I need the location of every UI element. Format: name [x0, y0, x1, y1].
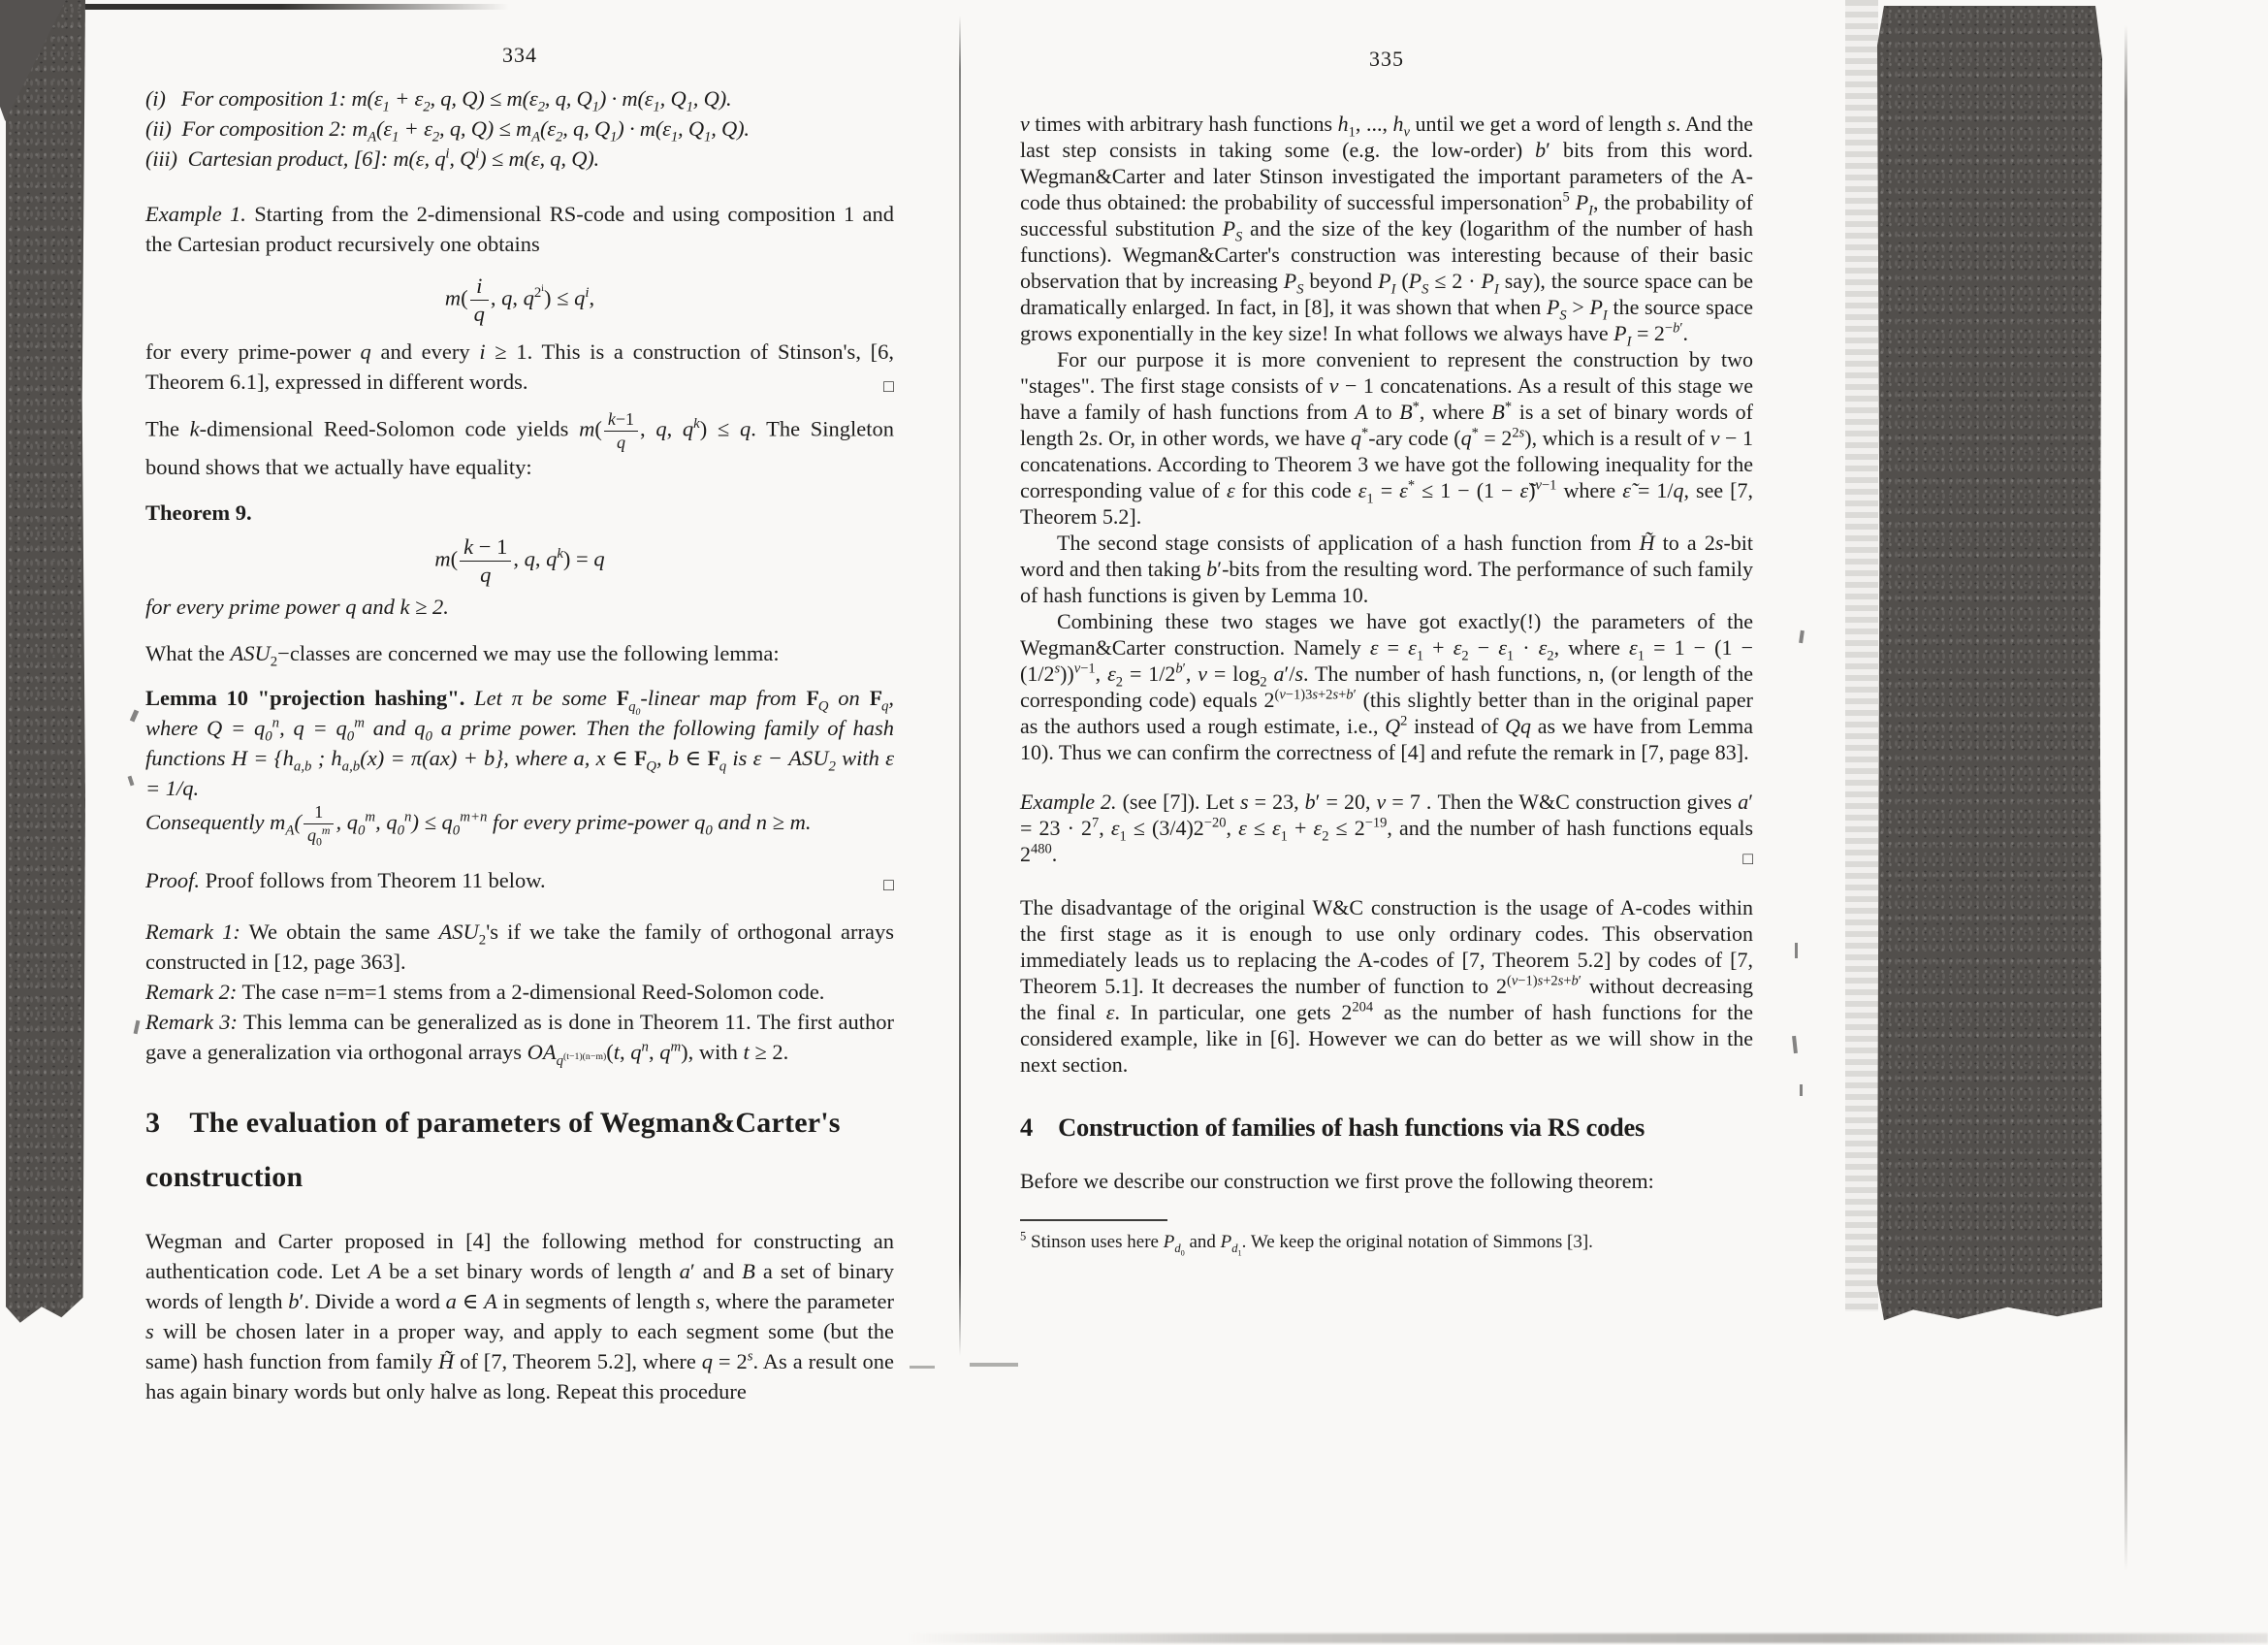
paragraph: Combining these two stages we have got exactly(!) the parameters of the Wegman&Carter construction. Namely $\varepsilon = \varepsilon_1 + \varepsilon_2 - \varepsilon_1 \cdot \varepsilon_2$, where $\varepsilon_1 = 1 - (1 - (1/2^s))^{\nu-1}$, $\varepsilon_2 = 1/2^{b'}$, $\nu = \log_2 a'/s$. The number of hash functions, n, (or length of the corresponding code) equals $2^{(\nu-1)3s+2s+b'}$ (this slightly better than in the original paper as the authors used a rough estimate, i.e., $Q^2$ instead of Qq as we have from Lemma 10). Thus we can confirm the correctness of [4] and refute the remark in [7, page 83].	[1020, 609, 1754, 764]
page-gutter-line	[959, 16, 961, 1356]
theorem-heading: Theorem 9.	[145, 500, 252, 526]
footnote-rule	[1020, 1219, 1167, 1221]
scan-right-edge-band	[1877, 6, 2102, 1323]
paragraph: for every prime-power q and every i ≥ 1. This is a construction of Stinson's, [6, Theorem 6.1], expressed in different words. □	[145, 339, 895, 397]
theorem-condition: for every prime power q and k ≥ 2.	[145, 595, 449, 620]
scan-right-streak-strip	[1845, 0, 1878, 1311]
example-2-paragraph: Example 2. (see [7]). Let s = 23, b′ = 20, ν = 7 . Then the W&C construction gives $a' = 23 \cdot 2^7$, $\varepsilon_1 \le (3/4)2^{-20}$, $\varepsilon \le \varepsilon_1 + \varepsilon_2 \le 2^{-19}$, and the number of hash functions equals $2^{480}$. □	[1020, 790, 1754, 868]
scan-bottom-streak	[907, 1633, 2268, 1643]
display-formula: m( $\frac{i}{q}$ , q, $q^{2^i}) \le q^i$,	[444, 274, 595, 326]
paragraph: For our purpose it is more convenient to represent the construction by two "stages". The first stage consists of ν − 1 concatenations. As a result of this stage we have a family of hash functions from A to B*, where B* is a set of binary words of length 2s. Or, in other words, we have q*-ary code $(q^* = 2^{2s})$, which is a result of ν − 1 concatenations. According to Theorem 3 we have got the following inequality for the corresponding value of ε for this code $\varepsilon_1 = \varepsilon^* \le 1 - (1$ − ε̃)$^{\nu-1}$ where ε̃ = 1/q, see [7, Theorem 5.2].	[1020, 347, 1754, 529]
paragraph: Wegman and Carter proposed in [4] the following method for constructing an authentication code. Let A be a set binary words of length a′ and B a set of binary words of length b′. Divide a word a ∈ A in segments of length s, where the parameter s will be chosen later in a proper way, and apply to each segment some (but the same) hash function from family H̃ of [7, Theorem 5.2], where $q = 2^s$. As a result one has again binary words but only halve as long. Repeat this procedure	[145, 1229, 895, 1404]
scan-speck	[130, 710, 139, 723]
scan-left-edge-band	[6, 0, 85, 1331]
page-334	[145, 83, 894, 1406]
paragraph: The second stage consists of application of a hash function from H̃ to a 2s-bit word and then taking b′-bits from the resulting word. The performance of such family of hash functions is given by Lemma 10.	[1020, 531, 1753, 607]
proof-line: Proof. Proof follows from Theorem 11 below. □	[145, 868, 894, 895]
scan-speck	[134, 1020, 141, 1035]
example-1-paragraph: Example 1. Starting from the 2-dimensional RS-code and using composition 1 and the Cartesian product recursively one obtains	[145, 202, 895, 256]
scan-speck	[128, 776, 135, 787]
paragraph: Before we describe our construction we first prove the following theorem:	[1020, 1169, 1654, 1193]
display-formula: m( $\frac{k - 1}{q}$ , q, $q^k) = q$	[434, 534, 605, 587]
scan-dash-mark	[910, 1366, 935, 1369]
scan-speck	[1795, 943, 1798, 958]
scan-speck	[1800, 1084, 1803, 1096]
scan-speck	[1799, 630, 1805, 643]
footnote-text: $^5$ Stinson uses here $P_{d_0}$ and $P_{d_1}$. We keep the original notation of Simmons [3].	[1020, 1229, 1593, 1258]
scan-dash-mark	[970, 1363, 1018, 1367]
page-number-right: 335	[1369, 47, 1404, 71]
footnote	[1020, 1219, 1753, 1258]
page-335	[1020, 111, 1754, 1258]
scan-speck	[1792, 1036, 1798, 1053]
paragraph: ν times with arbitrary hash functions $h_1$, ..., $h_\nu$ until we get a word of length s. And the last step consists in taking some (e.g. the low-order) b′ bits from this word. Wegman&Carter and later Stinson investigated the important parameters of the A-code thus obtained: the probability of successful impersonation$^5$ $P_I$, the probability of successful substitution $P_S$ and the size of the key (logarithm of the number of hash functions). Wegman&Carter's construction was interesting because of their basic observation that by increasing $P_S$ beyond $P_I$ ($P_S \le 2 \cdot P_I$ say), the source space can be dramatically enlarged. In fact, in [8], it was shown that when $P_S > P_I$ the source space grows exponentially in the key size! In what follows we always have $P_I = 2^{-b'}$.	[1020, 112, 1753, 350]
section-heading: 4 Construction of families of hash functions via RS codes	[1020, 1113, 1645, 1142]
property-list: (i) For composition 1: $m(\varepsilon_1 + \varepsilon_2$, q, $Q) \le m(\varepsilon_2$, q, $Q_1) \cdot m(\varepsilon_1$, $Q_1$, Q). (ii) For composition 2: $m_A(\varepsilon_1 + \varepsilon_2$, q, $Q) \le m_A(\varepsilon_2$, q, $Q_1) \cdot m(\varepsilon_1$, $Q_1$, Q). (iii) Cartesian product, [6]: m(ε, $q^i$, $Q^i) \le m(\varepsilon$, q, Q).	[145, 86, 750, 171]
paragraph: What the $ASU_2-classes$ are concerned we may use the following lemma:	[145, 641, 780, 670]
paragraph: The disadvantage of the original W&C construction is the usage of A-codes within the first stage as it is enough to use only ordinary codes. This observation immediately leads us to replacing the A-codes of [7, Theorem 5.2] by codes of [7, Theorem 5.1]. It decreases the number of function to $2^{(\nu-1)s+2s+b'}$ without decreasing the final ε. In particular, one gets $2^{204}$ as the number of hash functions for the considered example, like in [6]. However we can do better as we will show in the next section.	[1020, 895, 1754, 1077]
lemma-block: Lemma 10 "projection hashing". Let π be some $F_{q_0}$-linear map from $F_Q$ on $F_q$, where $Q = q_0^n$, $q = q_0^m$ and $q_0$ a prime power. Then the following family of hash functions $H = \{h_{a,b}$ ; $h_{a,b}(x) = \pi(ax) + b$}, where a, x ∈ $F_Q$, b ∈ $F_q$ is $\varepsilon - ASU_2$ with ε = 1/q. Consequently $m_A$( $\frac{1}{q_0^m}$ , $q_0^m$, $q_0^n) \le q_0^{m+n}$ for every prime-power $q_0$ and n ≥ m.	[145, 686, 895, 849]
paragraph: The k-dimensional Reed-Solomon code yields m( $\frac{k-1}{q}$ , q, $q^k) \le q$. The Singleton bound shows that we actually have equality:	[145, 409, 895, 480]
scan-right-thin-line	[2124, 25, 2127, 1571]
remarks-block: Remark 1: We obtain the same $ASU_2's$ if we take the family of orthogonal arrays constructed in [12, page 363]. Remark 2: The case n=m=1 stems from a 2-dimensional Reed-Solomon code. Remark 3: This lemma can be generalized as is done in Theorem 11. The first author gave a generalization via orthogonal arrays $OA_{q^{(t-1)(n-m)}}(t$, $q^n$, $q^m$), with t ≥ 2.	[145, 919, 894, 1069]
page-number-left: 334	[502, 43, 537, 67]
section-heading: 3 The evaluation of parameters of Wegman&Carter's construction	[145, 1107, 841, 1194]
